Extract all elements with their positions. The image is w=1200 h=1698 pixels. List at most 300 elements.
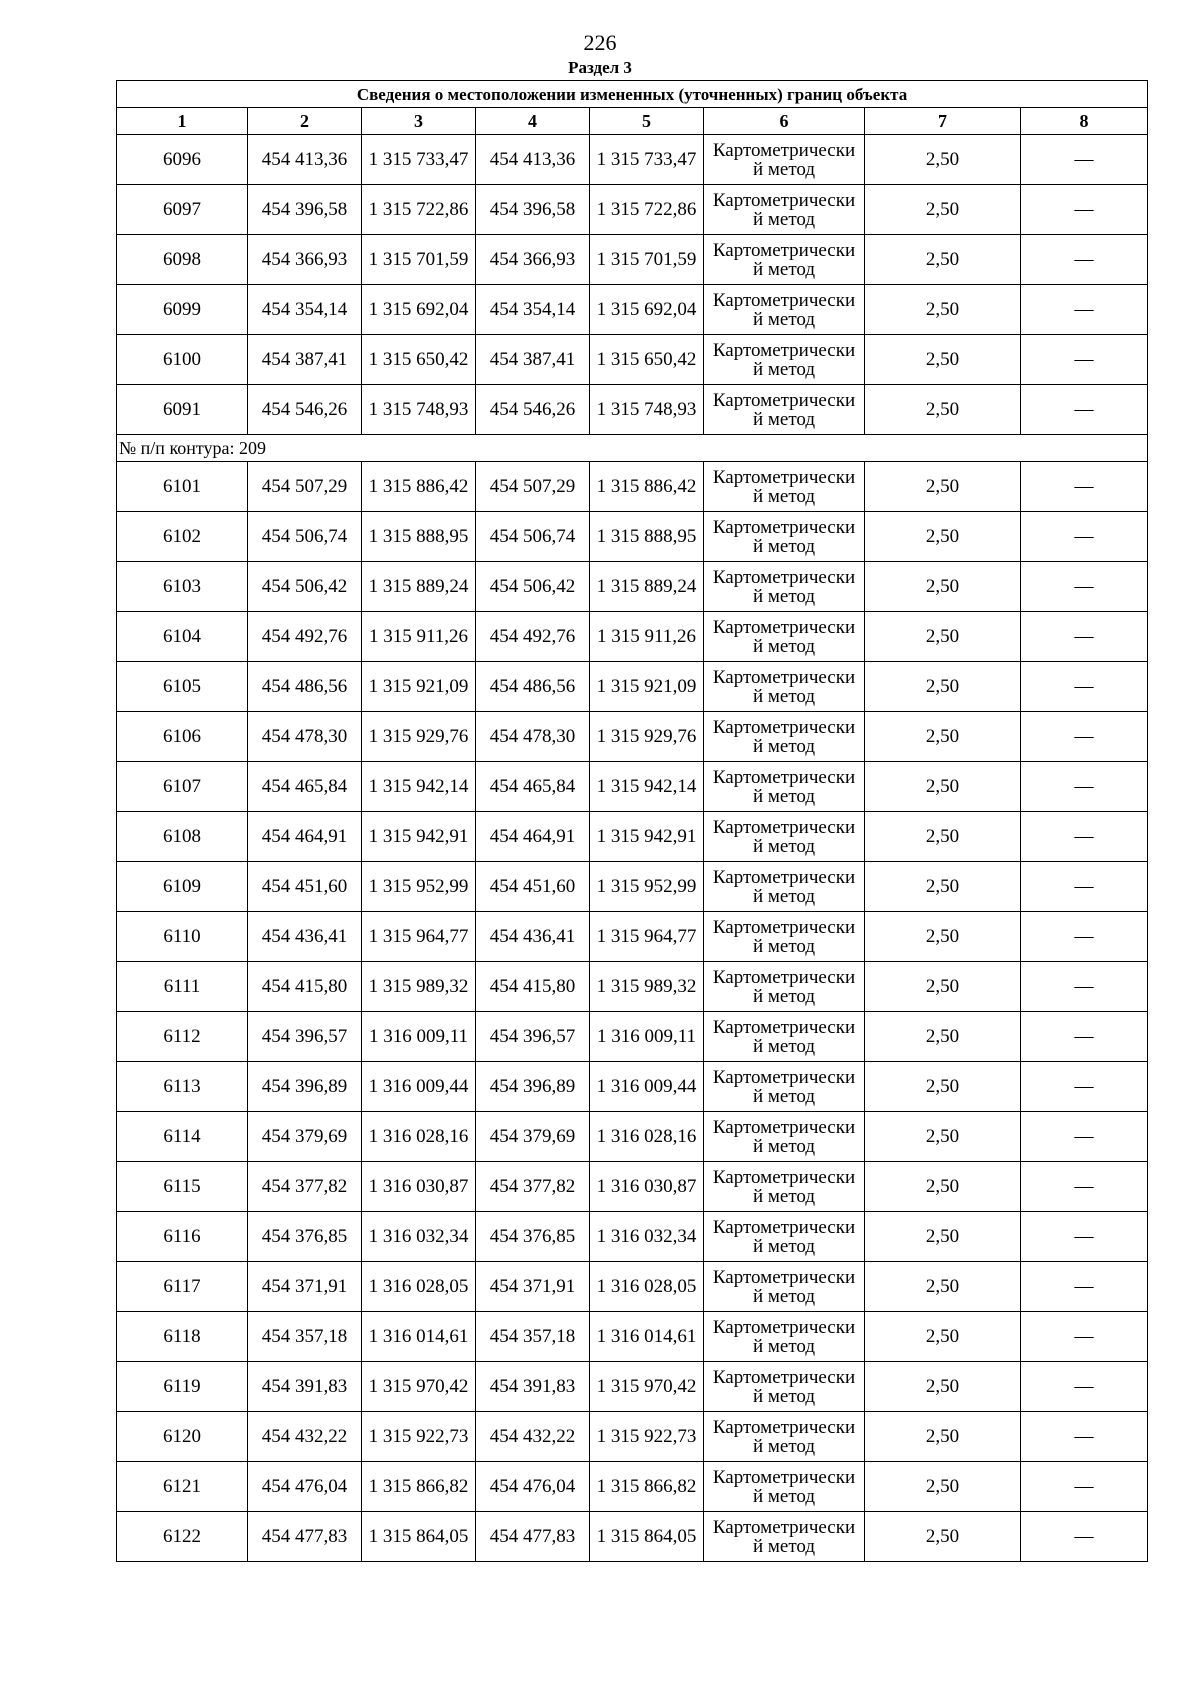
table-row (117, 335, 1148, 385)
description-cell: — (1021, 462, 1148, 512)
description-cell: — (1021, 1312, 1148, 1362)
method-line-1: Картометрически (712, 1016, 856, 1038)
x-old-cell: 454 506,74 (248, 512, 362, 562)
table-caption: Сведения о местоположении измененных (уточненных) границ объекта (117, 81, 1148, 108)
description-cell: — (1021, 862, 1148, 912)
y-new-cell: 1 315 701,59 (590, 235, 704, 285)
point-number-cell: 6114 (117, 1112, 248, 1162)
x-new-cell: 454 478,30 (476, 712, 590, 762)
accuracy-cell: 2,50 (865, 712, 1021, 762)
point-number-cell: 6112 (117, 1012, 248, 1062)
contour-label: № п/п контура: 209 (117, 435, 1148, 462)
method-line-2: й метод (752, 258, 816, 280)
table-row (117, 762, 1148, 812)
method-cell (704, 135, 865, 185)
method-line-2: й метод (752, 735, 816, 757)
y-old-cell: 1 315 942,14 (362, 762, 476, 812)
y-old-cell: 1 315 989,32 (362, 962, 476, 1012)
method-line-2: й метод (752, 635, 816, 657)
y-old-cell: 1 316 009,11 (362, 1012, 476, 1062)
x-old-cell: 454 396,58 (248, 185, 362, 235)
y-new-cell: 1 315 952,99 (590, 862, 704, 912)
y-new-cell: 1 315 692,04 (590, 285, 704, 335)
method-cell (704, 1212, 865, 1262)
y-old-cell: 1 316 032,34 (362, 1212, 476, 1262)
method-cell (704, 1412, 865, 1462)
y-new-cell: 1 315 866,82 (590, 1462, 704, 1512)
method-line-1: Картометрически (712, 1316, 856, 1338)
accuracy-cell: 2,50 (865, 512, 1021, 562)
x-new-cell: 454 464,91 (476, 812, 590, 862)
boundary-coordinates-table (116, 80, 1148, 1562)
y-new-cell: 1 315 650,42 (590, 335, 704, 385)
x-new-cell: 454 415,80 (476, 962, 590, 1012)
method-cell (704, 462, 865, 512)
table-row (117, 1462, 1148, 1512)
description-cell: — (1021, 385, 1148, 435)
method-line-1: Картометрически (712, 516, 856, 538)
table-row (117, 1262, 1148, 1312)
description-cell: — (1021, 235, 1148, 285)
description-cell: — (1021, 762, 1148, 812)
table-row (117, 712, 1148, 762)
method-cell (704, 1312, 865, 1362)
x-old-cell: 454 546,26 (248, 385, 362, 435)
description-cell: — (1021, 1012, 1148, 1062)
table-row (117, 385, 1148, 435)
x-new-cell: 454 451,60 (476, 862, 590, 912)
method-cell (704, 962, 865, 1012)
y-new-cell: 1 315 888,95 (590, 512, 704, 562)
table-row (117, 462, 1148, 512)
description-cell: — (1021, 135, 1148, 185)
description-cell: — (1021, 285, 1148, 335)
point-number-cell: 6109 (117, 862, 248, 912)
table-row (117, 1012, 1148, 1062)
table-row (117, 862, 1148, 912)
y-old-cell: 1 315 942,91 (362, 812, 476, 862)
method-line-2: й метод (752, 1335, 816, 1357)
y-old-cell: 1 315 889,24 (362, 562, 476, 612)
method-line-1: Картометрически (712, 1416, 856, 1438)
description-cell: — (1021, 962, 1148, 1012)
accuracy-cell: 2,50 (865, 1462, 1021, 1512)
table-row (117, 135, 1148, 185)
description-cell: — (1021, 1162, 1148, 1212)
method-line-1: Картометрически (712, 1466, 856, 1488)
y-new-cell: 1 315 989,32 (590, 962, 704, 1012)
method-line-1: Картометрически (712, 816, 856, 838)
method-line-1: Картометрически (712, 289, 856, 311)
point-number-cell: 6091 (117, 385, 248, 435)
point-number-cell: 6098 (117, 235, 248, 285)
point-number-cell: 6103 (117, 562, 248, 612)
table-row (117, 962, 1148, 1012)
column-number-row (117, 108, 1148, 135)
x-old-cell: 454 476,04 (248, 1462, 362, 1512)
y-new-cell: 1 315 922,73 (590, 1412, 704, 1462)
table-row (117, 185, 1148, 235)
method-line-1: Картометрически (712, 1066, 856, 1088)
x-new-cell: 454 506,74 (476, 512, 590, 562)
point-number-cell: 6111 (117, 962, 248, 1012)
x-old-cell: 454 415,80 (248, 962, 362, 1012)
x-new-cell: 454 387,41 (476, 335, 590, 385)
y-old-cell: 1 316 014,61 (362, 1312, 476, 1362)
y-new-cell: 1 316 028,16 (590, 1112, 704, 1162)
accuracy-cell: 2,50 (865, 1362, 1021, 1412)
method-line-2: й метод (752, 358, 816, 380)
point-number-cell: 6100 (117, 335, 248, 385)
method-line-1: Картометрически (712, 666, 856, 688)
method-line-2: й метод (752, 208, 816, 230)
method-cell (704, 912, 865, 962)
accuracy-cell: 2,50 (865, 135, 1021, 185)
method-line-1: Картометрически (712, 866, 856, 888)
method-cell (704, 1012, 865, 1062)
point-number-cell: 6097 (117, 185, 248, 235)
method-line-1: Картометрически (712, 1266, 856, 1288)
column-header: 8 (1021, 108, 1148, 135)
description-cell: — (1021, 1512, 1148, 1562)
method-line-1: Картометрически (712, 916, 856, 938)
y-old-cell: 1 315 701,59 (362, 235, 476, 285)
x-new-cell: 454 366,93 (476, 235, 590, 285)
method-line-1: Картометрически (712, 966, 856, 988)
method-line-2: й метод (752, 1435, 816, 1457)
page-number: 226 (583, 30, 617, 55)
description-cell: — (1021, 1362, 1148, 1412)
y-old-cell: 1 315 964,77 (362, 912, 476, 962)
x-new-cell: 454 396,89 (476, 1062, 590, 1112)
method-cell (704, 662, 865, 712)
y-old-cell: 1 315 866,82 (362, 1462, 476, 1512)
accuracy-cell: 2,50 (865, 385, 1021, 435)
point-number-cell: 6120 (117, 1412, 248, 1462)
y-old-cell: 1 315 733,47 (362, 135, 476, 185)
method-line-1: Картометрически (712, 716, 856, 738)
method-line-1: Картометрически (712, 1516, 856, 1538)
y-new-cell: 1 315 921,09 (590, 662, 704, 712)
description-cell: — (1021, 185, 1148, 235)
method-line-2: й метод (752, 1235, 816, 1257)
description-cell: — (1021, 1062, 1148, 1112)
point-number-cell: 6113 (117, 1062, 248, 1112)
x-new-cell: 454 413,36 (476, 135, 590, 185)
method-cell (704, 1362, 865, 1412)
description-cell: — (1021, 335, 1148, 385)
description-cell: — (1021, 912, 1148, 962)
accuracy-cell: 2,50 (865, 812, 1021, 862)
point-number-cell: 6102 (117, 512, 248, 562)
method-cell (704, 1112, 865, 1162)
x-old-cell: 454 478,30 (248, 712, 362, 762)
y-new-cell: 1 316 030,87 (590, 1162, 704, 1212)
accuracy-cell: 2,50 (865, 1012, 1021, 1062)
y-old-cell: 1 315 911,26 (362, 612, 476, 662)
x-old-cell: 454 432,22 (248, 1412, 362, 1462)
x-new-cell: 454 436,41 (476, 912, 590, 962)
y-new-cell: 1 315 733,47 (590, 135, 704, 185)
accuracy-cell: 2,50 (865, 1312, 1021, 1362)
y-old-cell: 1 316 009,44 (362, 1062, 476, 1112)
y-old-cell: 1 315 650,42 (362, 335, 476, 385)
y-new-cell: 1 315 864,05 (590, 1512, 704, 1562)
accuracy-cell: 2,50 (865, 285, 1021, 335)
method-line-1: Картометрически (712, 239, 856, 261)
x-old-cell: 454 413,36 (248, 135, 362, 185)
table-row (117, 285, 1148, 335)
method-cell (704, 862, 865, 912)
x-old-cell: 454 506,42 (248, 562, 362, 612)
column-header: 5 (590, 108, 704, 135)
method-line-2: й метод (752, 1535, 816, 1557)
column-header: 4 (476, 108, 590, 135)
method-line-1: Картометрически (712, 1166, 856, 1188)
method-line-2: й метод (752, 1085, 816, 1107)
y-old-cell: 1 316 028,05 (362, 1262, 476, 1312)
method-cell (704, 1462, 865, 1512)
table-caption-row (117, 81, 1148, 108)
accuracy-cell: 2,50 (865, 335, 1021, 385)
y-new-cell: 1 316 032,34 (590, 1212, 704, 1262)
x-new-cell: 454 391,83 (476, 1362, 590, 1412)
x-old-cell: 454 396,89 (248, 1062, 362, 1112)
y-old-cell: 1 315 921,09 (362, 662, 476, 712)
contour-label-row (117, 435, 1148, 462)
x-new-cell: 454 357,18 (476, 1312, 590, 1362)
column-header: 1 (117, 108, 248, 135)
table-row (117, 235, 1148, 285)
point-number-cell: 6108 (117, 812, 248, 862)
accuracy-cell: 2,50 (865, 612, 1021, 662)
y-old-cell: 1 315 952,99 (362, 862, 476, 912)
method-line-1: Картометрически (712, 1366, 856, 1388)
y-new-cell: 1 315 929,76 (590, 712, 704, 762)
y-new-cell: 1 315 911,26 (590, 612, 704, 662)
y-new-cell: 1 315 942,91 (590, 812, 704, 862)
method-cell (704, 1262, 865, 1312)
x-new-cell: 454 377,82 (476, 1162, 590, 1212)
point-number-cell: 6118 (117, 1312, 248, 1362)
method-line-2: й метод (752, 1135, 816, 1157)
point-number-cell: 6104 (117, 612, 248, 662)
column-header: 2 (248, 108, 362, 135)
x-new-cell: 454 396,57 (476, 1012, 590, 1062)
accuracy-cell: 2,50 (865, 1212, 1021, 1262)
x-old-cell: 454 477,83 (248, 1512, 362, 1562)
table-row (117, 812, 1148, 862)
method-line-2: й метод (752, 408, 816, 430)
point-number-cell: 6121 (117, 1462, 248, 1512)
method-line-2: й метод (752, 158, 816, 180)
method-cell (704, 762, 865, 812)
table-row (117, 662, 1148, 712)
method-cell (704, 1062, 865, 1112)
x-new-cell: 454 486,56 (476, 662, 590, 712)
y-new-cell: 1 315 970,42 (590, 1362, 704, 1412)
y-new-cell: 1 315 942,14 (590, 762, 704, 812)
x-old-cell: 454 371,91 (248, 1262, 362, 1312)
accuracy-cell: 2,50 (865, 1112, 1021, 1162)
method-cell (704, 335, 865, 385)
point-number-cell: 6107 (117, 762, 248, 812)
table-row (117, 1162, 1148, 1212)
y-new-cell: 1 315 722,86 (590, 185, 704, 235)
x-old-cell: 454 387,41 (248, 335, 362, 385)
accuracy-cell: 2,50 (865, 662, 1021, 712)
table-body (117, 81, 1148, 1562)
method-line-2: й метод (752, 485, 816, 507)
x-old-cell: 454 391,83 (248, 1362, 362, 1412)
table-row (117, 612, 1148, 662)
y-new-cell: 1 316 028,05 (590, 1262, 704, 1312)
point-number-cell: 6115 (117, 1162, 248, 1212)
table-row (117, 1112, 1148, 1162)
x-old-cell: 454 396,57 (248, 1012, 362, 1062)
y-old-cell: 1 316 030,87 (362, 1162, 476, 1212)
description-cell: — (1021, 512, 1148, 562)
method-line-1: Картометрически (712, 189, 856, 211)
description-cell: — (1021, 812, 1148, 862)
x-old-cell: 454 379,69 (248, 1112, 362, 1162)
y-old-cell: 1 315 748,93 (362, 385, 476, 435)
description-cell: — (1021, 1212, 1148, 1262)
table-row (117, 1212, 1148, 1262)
x-old-cell: 454 376,85 (248, 1212, 362, 1262)
method-line-2: й метод (752, 1385, 816, 1407)
x-new-cell: 454 371,91 (476, 1262, 590, 1312)
description-cell: — (1021, 1262, 1148, 1312)
x-old-cell: 454 464,91 (248, 812, 362, 862)
x-new-cell: 454 492,76 (476, 612, 590, 662)
description-cell: — (1021, 612, 1148, 662)
x-old-cell: 454 366,93 (248, 235, 362, 285)
y-old-cell: 1 315 886,42 (362, 462, 476, 512)
description-cell: — (1021, 662, 1148, 712)
table-row (117, 1512, 1148, 1562)
x-old-cell: 454 492,76 (248, 612, 362, 662)
accuracy-cell: 2,50 (865, 235, 1021, 285)
x-old-cell: 454 354,14 (248, 285, 362, 335)
description-cell: — (1021, 712, 1148, 762)
description-cell: — (1021, 1412, 1148, 1462)
method-line-2: й метод (752, 585, 816, 607)
accuracy-cell: 2,50 (865, 1512, 1021, 1562)
method-line-1: Картометрически (712, 616, 856, 638)
accuracy-cell: 2,50 (865, 1412, 1021, 1462)
x-new-cell: 454 546,26 (476, 385, 590, 435)
method-line-2: й метод (752, 935, 816, 957)
method-line-1: Картометрически (712, 766, 856, 788)
point-number-cell: 6105 (117, 662, 248, 712)
y-new-cell: 1 316 009,44 (590, 1062, 704, 1112)
method-cell (704, 512, 865, 562)
table-row (117, 1312, 1148, 1362)
method-cell (704, 185, 865, 235)
method-line-2: й метод (752, 308, 816, 330)
x-old-cell: 454 377,82 (248, 1162, 362, 1212)
method-cell (704, 562, 865, 612)
method-line-1: Картометрически (712, 1116, 856, 1138)
column-header: 7 (865, 108, 1021, 135)
method-line-2: й метод (752, 1185, 816, 1207)
column-header: 3 (362, 108, 476, 135)
accuracy-cell: 2,50 (865, 1062, 1021, 1112)
y-old-cell: 1 315 970,42 (362, 1362, 476, 1412)
x-new-cell: 454 476,04 (476, 1462, 590, 1512)
x-old-cell: 454 451,60 (248, 862, 362, 912)
method-line-2: й метод (752, 1285, 816, 1307)
point-number-cell: 6117 (117, 1262, 248, 1312)
accuracy-cell: 2,50 (865, 185, 1021, 235)
accuracy-cell: 2,50 (865, 462, 1021, 512)
point-number-cell: 6106 (117, 712, 248, 762)
method-line-1: Картометрически (712, 566, 856, 588)
y-new-cell: 1 315 964,77 (590, 912, 704, 962)
x-new-cell: 454 465,84 (476, 762, 590, 812)
x-old-cell: 454 436,41 (248, 912, 362, 962)
x-old-cell: 454 507,29 (248, 462, 362, 512)
x-new-cell: 454 376,85 (476, 1212, 590, 1262)
y-old-cell: 1 315 922,73 (362, 1412, 476, 1462)
method-line-1: Картометрически (712, 1216, 856, 1238)
accuracy-cell: 2,50 (865, 862, 1021, 912)
accuracy-cell: 2,50 (865, 1262, 1021, 1312)
point-number-cell: 6101 (117, 462, 248, 512)
method-line-2: й метод (752, 885, 816, 907)
y-new-cell: 1 315 886,42 (590, 462, 704, 512)
method-line-2: й метод (752, 985, 816, 1007)
method-cell (704, 612, 865, 662)
point-number-cell: 6099 (117, 285, 248, 335)
method-cell (704, 1162, 865, 1212)
table-row (117, 1412, 1148, 1462)
method-line-1: Картометрически (712, 389, 856, 411)
y-old-cell: 1 315 692,04 (362, 285, 476, 335)
method-line-1: Картометрически (712, 139, 856, 161)
method-line-2: й метод (752, 535, 816, 557)
table-row (117, 562, 1148, 612)
method-line-1: Картометрически (712, 339, 856, 361)
method-cell (704, 235, 865, 285)
y-old-cell: 1 315 929,76 (362, 712, 476, 762)
x-new-cell: 454 354,14 (476, 285, 590, 335)
accuracy-cell: 2,50 (865, 762, 1021, 812)
table-row (117, 512, 1148, 562)
method-cell (704, 812, 865, 862)
y-old-cell: 1 315 722,86 (362, 185, 476, 235)
method-cell (704, 285, 865, 335)
method-line-1: Картометрически (712, 466, 856, 488)
description-cell: — (1021, 1112, 1148, 1162)
x-new-cell: 454 396,58 (476, 185, 590, 235)
x-old-cell: 454 465,84 (248, 762, 362, 812)
y-new-cell: 1 316 009,11 (590, 1012, 704, 1062)
method-cell (704, 385, 865, 435)
x-new-cell: 454 507,29 (476, 462, 590, 512)
point-number-cell: 6119 (117, 1362, 248, 1412)
y-new-cell: 1 316 014,61 (590, 1312, 704, 1362)
method-line-2: й метод (752, 785, 816, 807)
table-row (117, 912, 1148, 962)
y-new-cell: 1 315 889,24 (590, 562, 704, 612)
point-number-cell: 6122 (117, 1512, 248, 1562)
point-number-cell: 6096 (117, 135, 248, 185)
y-old-cell: 1 315 888,95 (362, 512, 476, 562)
method-cell (704, 712, 865, 762)
table-row (117, 1362, 1148, 1412)
